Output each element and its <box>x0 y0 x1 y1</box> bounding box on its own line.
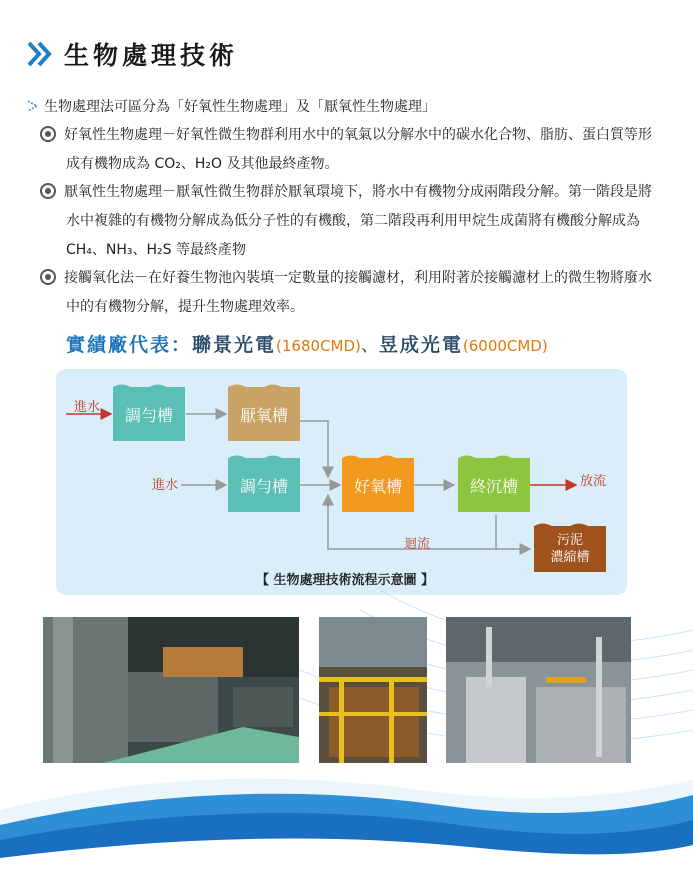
flow-diagram <box>56 369 627 595</box>
diagram-caption: 【 生物處理技術流程示意圖 】 <box>256 573 435 588</box>
item-text: 成有機物成為 CO₂、H₂O 及其他最終產物。 <box>66 156 339 172</box>
double-chevron-icon <box>26 40 54 68</box>
page-heading <box>26 36 238 72</box>
plant-tank-image <box>319 617 427 763</box>
item-text: 水中複雜的有機物分解成為低分子性的有機酸，第二階段再利用甲烷生成菌將有機酸分解成為 <box>66 213 640 229</box>
tank-label: 好氧槽 <box>353 476 402 496</box>
separator: 、 <box>360 335 379 356</box>
wave-icon <box>113 383 185 393</box>
representative-plants <box>66 330 548 357</box>
clarifier-tank <box>458 458 530 512</box>
wave-icon <box>458 454 530 464</box>
item-text: 厭氧性生物處理－厭氧性微生物群於厭氧環境下，將水中有機物分成兩階段分解。第一階段是將 <box>64 184 652 200</box>
list-item-anaerobic <box>40 178 680 265</box>
item-text: 中的有機物分解，提升生物處理效率。 <box>66 299 304 315</box>
tank-label: 終沉槽 <box>469 476 518 496</box>
tank-label: 調勻槽 <box>124 405 173 425</box>
tank-label: 污泥 <box>556 533 583 548</box>
wave-icon <box>228 454 300 464</box>
equalization-tank-2 <box>228 458 300 512</box>
page-title: 生物處理技術 <box>64 41 239 70</box>
wave-icon <box>342 454 414 464</box>
anaerobic-tank <box>228 387 300 441</box>
tank-label: 濃縮槽 <box>550 550 590 565</box>
return-label: 迴流 <box>404 537 431 552</box>
item-text: 好氧性生物處理－好氧性微生物群利用水中的氧氣以分解水中的碳水化合物、脂肪、蛋白質等形 <box>64 127 652 143</box>
inlet-label: 進水 <box>74 400 101 415</box>
representative-label: 實績廠代表： <box>66 334 193 356</box>
list-item-aerobic <box>40 121 680 179</box>
plant-capacity: (1680CMD) <box>276 337 361 355</box>
bullet-icon <box>40 269 56 285</box>
plant-photo-1 <box>43 617 299 763</box>
intro-text: 生物處理法可區分為「好氧性生物處理」及「厭氧性生物處理」 <box>44 99 436 115</box>
item-text: CH₄、NH₃、H₂S 等最終產物 <box>66 242 247 258</box>
intro-line <box>26 96 436 116</box>
plant-photo-3 <box>446 617 631 763</box>
bullet-icon <box>40 126 56 142</box>
plant-photo-2 <box>319 617 427 763</box>
bullet-icon <box>40 183 56 199</box>
sludge-thickening-tank <box>534 526 606 572</box>
plant-name: 聯景光電 <box>192 334 277 356</box>
triangle-pointer-icon <box>26 99 40 113</box>
plant-interior-image <box>43 617 299 763</box>
wave-icon <box>534 522 606 532</box>
plant-capacity: (6000CMD) <box>462 337 548 355</box>
discharge-label: 放流 <box>580 474 607 489</box>
list-item-contact-oxidation <box>40 264 680 322</box>
wave-icon <box>228 383 300 393</box>
tank-label: 厭氧槽 <box>239 405 288 425</box>
aerobic-tank <box>342 458 414 512</box>
tank-label: 調勻槽 <box>239 476 288 496</box>
plant-name: 昱成光電 <box>378 334 463 356</box>
inlet-label: 進水 <box>152 478 179 493</box>
plant-equipment-image <box>446 617 631 763</box>
equalization-tank-1 <box>113 387 185 441</box>
item-text: 接觸氧化法－在好養生物池內裝填一定數量的接觸濾材，利用附著於接觸濾材上的微生物將廢水 <box>64 270 652 286</box>
